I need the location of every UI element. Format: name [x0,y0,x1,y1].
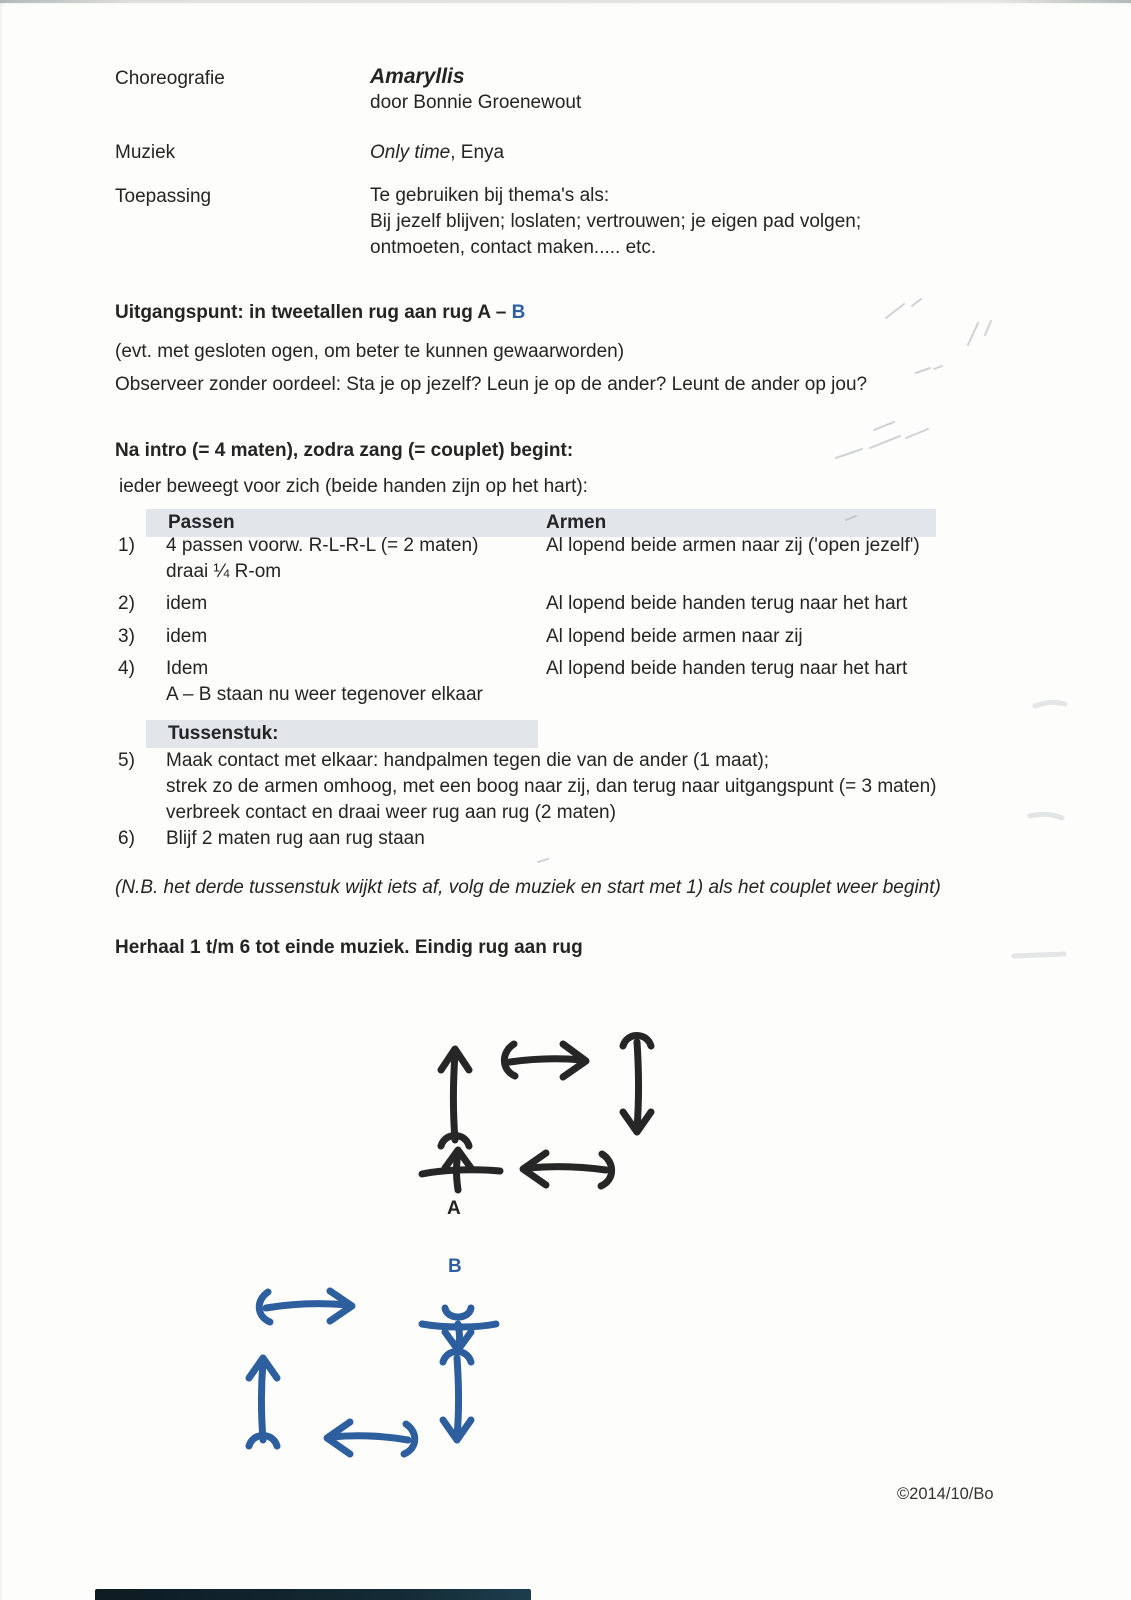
diagram-label-b: B [448,1256,462,1277]
uitgangspunt-heading-b: B [511,302,526,323]
table-row [118,591,972,617]
right-arrow [510,1059,582,1062]
step-passen [166,533,546,585]
down-arrow [637,1042,639,1128]
label-muziek: Muziek [115,142,176,163]
music-value [370,140,504,166]
step-number: 2) [118,593,135,614]
step-passen [166,656,546,708]
diagram-b-arrows [228,1282,540,1472]
table-row [118,826,978,852]
step-passen [166,591,546,617]
left-arrow [332,1436,408,1440]
tussenstuk-band [146,720,538,748]
toepassing-lines [370,183,861,261]
label-toepassing: Toepassing [115,186,212,207]
uitgangspunt-heading-main: Uitgangspunt: in tweetallen rug aan rug A – [115,302,512,323]
step-line: strek zo de armen omhoog, met een boog naar zij, dan terug naar uitgangspunt (= 3 maten) [166,776,937,797]
step-number: 4) [118,658,135,679]
scan-top-edge [0,0,1131,3]
table-row [118,656,972,708]
toepassing-line: Bij jezelf blijven; loslaten; vertrouwen; je eigen pad volgen; [370,211,862,232]
step-line: Blijf 2 maten rug aan rug staan [166,828,425,849]
step-number: 6) [118,828,135,849]
step-number: 5) [118,750,135,771]
diagram-label-a: A [447,1198,461,1219]
step-passen-line: 4 passen voorw. R-L-R-L (= 2 maten) [166,535,479,556]
doc-title: Amaryllis [370,65,465,88]
step-passen-line: idem [166,626,208,647]
step-armen: Al lopend beide armen naar zij ('open jezelf') [546,535,920,556]
step-armen: Al lopend beide armen naar zij [546,626,803,647]
nb-note: (N.B. het derde tussenstuk wijkt iets af, volg de muziek en start met 1) als het couplet weer begint) [115,877,941,898]
diagram-a-arrows [398,1022,678,1200]
herhaal-heading: Herhaal 1 t/m 6 tot einde muziek. Eindig rug aan rug [115,937,583,958]
dancer-a-crossbar [422,1170,500,1174]
step-lines [166,826,978,852]
music-artist: , Enya [450,142,505,163]
down-arrow [457,1358,459,1436]
step-armen: Al lopend beide handen terug naar het hart [546,658,908,679]
bottom-scan-bar [95,1589,531,1600]
uitgangspunt-observe: Observeer zonder oordeel: Sta je op jezelf? Leun je op de ander? Leunt de ander op jou? [115,374,868,395]
step-passen [166,624,546,650]
left-arrow [528,1167,606,1170]
up-arrow [262,1362,264,1440]
up-arrow [454,1054,456,1140]
uitgangspunt-note: (evt. met gesloten ogen, om beter te kunnen gewaarworden) [115,341,625,362]
step-line: Maak contact met elkaar: handpalmen tegen die van de ander (1 maat); [166,750,770,771]
toepassing-line: ontmoeten, contact maken..... etc. [370,237,657,258]
step-passen-line: draai ¼ R-om [166,561,282,582]
label-choreografie: Choreografie [115,68,225,89]
copyright: ©2014/10/Bo [897,1485,994,1503]
right-arrow [266,1304,348,1308]
table-row [118,533,972,585]
step-armen: Al lopend beide handen terug naar het hart [546,593,908,614]
music-title: Only time [370,142,451,163]
doc-author: door Bonnie Groenewout [370,92,582,113]
step-passen-line: A – B staan nu weer tegenover elkaar [166,684,483,705]
toepassing-line: Te gebruiken bij thema's als: [370,185,610,206]
section-heading-na-intro: Na intro (= 4 maten), zodra zang (= couplet) begint: [115,440,574,461]
step-lines [166,748,978,826]
step-number: 1) [118,535,135,556]
doc-title-block [370,64,581,116]
dancer-b-cup [445,1308,471,1317]
step-number: 3) [118,626,135,647]
tussenstuk-heading: Tussenstuk: [168,723,279,744]
column-header-passen: Passen [168,512,235,533]
intro-line: ieder beweegt voor zich (beide handen zijn op het hart): [119,476,588,497]
step-passen-line: idem [166,593,208,614]
table-row [118,624,972,650]
table-row [118,748,978,826]
step-line: verbreek contact en draai weer rug aan rug (2 maten) [166,802,616,823]
section-heading-uitgangspunt [115,300,525,326]
column-header-armen: Armen [546,512,607,533]
step-passen-line: Idem [166,658,209,679]
